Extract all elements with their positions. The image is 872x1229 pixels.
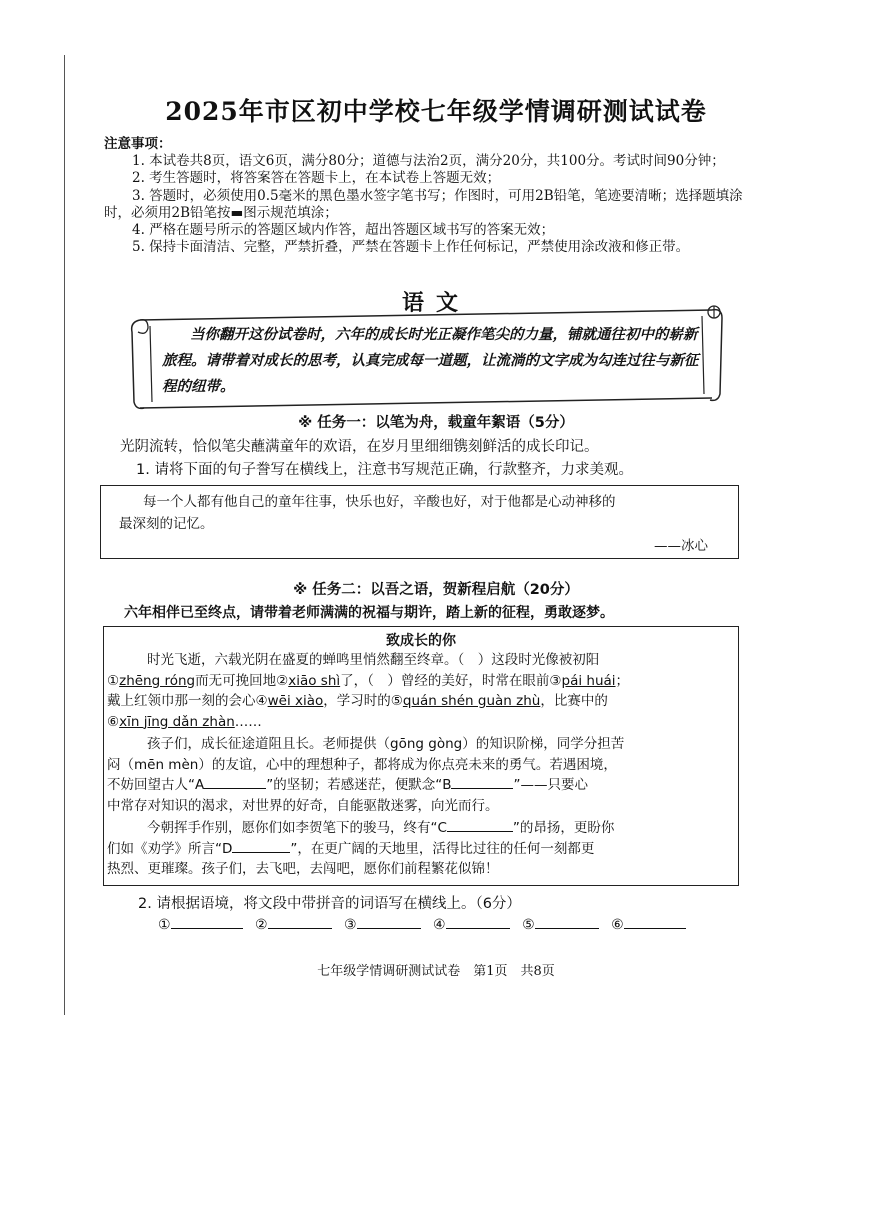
note-item: 2. 考生答题时，将答案答在答题卡上，在本试卷上答题无效；: [132, 170, 501, 187]
quote-line: 每一个人都有他自己的童年往事，快乐也好，辛酸也好，对于他都是心动神移的: [143, 494, 616, 510]
question-2: 2. 请根据语境，将文段中带拼音的词语写在横线上。（6分）: [138, 896, 521, 912]
quote-line: 最深刻的记忆。: [119, 516, 214, 532]
letter-paragraph-2: [107, 734, 725, 816]
section-title: 语文: [401, 290, 470, 316]
answer-label: ⑤: [522, 917, 535, 933]
letter-line: [107, 818, 725, 839]
letter-text: 们如《劝学》所言“D: [107, 840, 233, 857]
letter-text: ；: [615, 672, 630, 689]
letter-line: 孩子们，成长征途道阻且长。老师提供（gōng gòng）的知识阶梯，同学分担苦: [147, 736, 625, 752]
exam-title: 2025年市区初中学校七年级学情调研测试试卷: [165, 97, 707, 126]
page-footer: 七年级学情调研测试试卷 第1页 共8页: [317, 964, 555, 979]
copy-quote-box: [100, 485, 739, 559]
quote-author: ——冰心: [654, 538, 708, 554]
letter-text: ”，在更广阔的天地里，活得比过往的任何一刻都更: [290, 840, 595, 857]
note-item: 4. 严格在题号所示的答题区域内作答，超出答题区域书写的答案无效；: [132, 222, 555, 239]
letter-box: [103, 626, 739, 886]
pinyin-5: quán shén guàn zhù: [402, 693, 541, 709]
letter-line: 中常存对知识的渴求，对世界的好奇，自能驱散迷雾，向光而行。: [107, 797, 499, 814]
task2-intro: 六年相伴已至终点，请带着老师满满的祝福与期许，踏上新的征程，勇敢逐梦。: [124, 605, 614, 621]
letter-line: [107, 712, 725, 733]
letter-text: ，比赛中的: [540, 693, 608, 709]
task1-heading: ※ 任务一：以笔为舟，载童年絮语（5分）: [298, 415, 574, 431]
letter-text: ，学习时的⑤: [323, 693, 403, 709]
letter-text: 今朝挥手作别，愿你们如李贺笔下的骏马，终有“C: [147, 820, 447, 836]
pinyin-1: zhēng róng: [119, 672, 196, 689]
note-item: 5. 保持卡面清洁、完整，严禁折叠，严禁在答题卡上作任何标记，严禁使用涂改液和修正带。: [132, 239, 690, 256]
pinyin-2: xiāo shì: [288, 672, 341, 689]
letter-text: ”的坚韧；若感迷茫，便默念“B: [266, 777, 452, 793]
note-item: 3. 答题时，必须使用0.5毫米的黑色墨水签字笔书写；作图时，可用2B铅笔，笔迹要清晰；选择题填涂时，必须用2B铅笔按▬图示规范填涂；: [104, 187, 743, 221]
letter-title: 致成长的你: [386, 633, 456, 649]
letter-text: 不妨回望古人“A: [107, 777, 205, 793]
binding-margin-line: [64, 55, 65, 1015]
answer-label: ③: [344, 917, 357, 933]
notes-heading: 注意事项：: [104, 136, 172, 152]
letter-text: 而无可挽回地②: [195, 672, 289, 689]
letter-line: [107, 839, 725, 860]
answer-label: ⑥: [611, 917, 624, 933]
letter-line: 时光飞逝，六载光阴在盛夏的蝉鸣里悄然翻至终章。（ ）这段时光像被初阳: [147, 652, 600, 668]
answer-label: ①: [158, 917, 171, 933]
blank-a[interactable]: [204, 776, 266, 789]
letter-paragraph-1: [107, 650, 725, 732]
letter-line: 热烈、更璀璨。孩子们，去飞吧，去闯吧，愿你们前程繁花似锦！: [107, 861, 499, 877]
scroll-banner: [126, 302, 726, 412]
answer-blank-3[interactable]: [357, 914, 421, 929]
answer-blank-1[interactable]: [171, 914, 243, 929]
letter-text: ”——只要心: [513, 777, 588, 793]
note-item: 1. 本试卷共8页，语文6页，满分80分；道德与法治2页，满分20分，共100分。考试时间90分钟；: [132, 153, 725, 170]
letter-line: 闷（mēn mèn）的友谊，心中的理想种子，都将成为你点亮未来的勇气。若遇困境，: [107, 756, 617, 773]
letter-line: [107, 671, 725, 692]
letter-line: [107, 691, 725, 712]
answer-blank-5[interactable]: [535, 914, 599, 929]
blank-d[interactable]: [232, 840, 290, 853]
notes-section: [104, 136, 752, 256]
letter-paragraph-3: [107, 818, 725, 880]
letter-text: ”的昂扬，更盼你: [512, 820, 615, 836]
blank-b[interactable]: [451, 776, 513, 789]
letter-text: 了，（ ）曾经的美好，时常在眼前③: [340, 672, 562, 689]
question-1: 1. 请将下面的句子誊写在横线上，注意书写规范正确，行款整齐，力求美观。: [136, 462, 633, 478]
pinyin-4: wēi xiào: [267, 693, 324, 709]
pinyin-3: pái huái: [561, 672, 616, 689]
answer-label: ②: [255, 917, 268, 933]
pinyin-6: xīn jīng dǎn zhàn: [119, 713, 235, 730]
letter-text: ……: [234, 713, 262, 730]
answer-label: ④: [433, 917, 446, 933]
quote-text: [119, 491, 734, 535]
blank-c[interactable]: [447, 819, 513, 832]
circled-number: ①: [107, 672, 120, 689]
task1-intro: 光阴流转，恰似笔尖蘸满童年的欢语，在岁月里细细镌刻鲜活的成长印记。: [120, 439, 599, 455]
answer-blank-2[interactable]: [268, 914, 332, 929]
letter-text: 戴上红领巾那一刻的会心④: [107, 693, 268, 709]
answer-blank-4[interactable]: [446, 914, 510, 929]
task2-heading: ※ 任务二：以吾之语，贺新程启航（20分）: [293, 582, 579, 598]
answer-blanks: [158, 914, 694, 933]
scroll-message: 当你翻开这份试卷时，六年的成长时光正凝作笔尖的力量，铺就通往初中的崭新旅程。请带着对成长的思考，认真完成每一道题，让流淌的文字成为勾连过往与新征程的纽带。: [162, 327, 699, 395]
answer-blank-6[interactable]: [624, 914, 686, 929]
letter-line: [107, 775, 725, 796]
circled-number: ⑥: [107, 713, 120, 730]
